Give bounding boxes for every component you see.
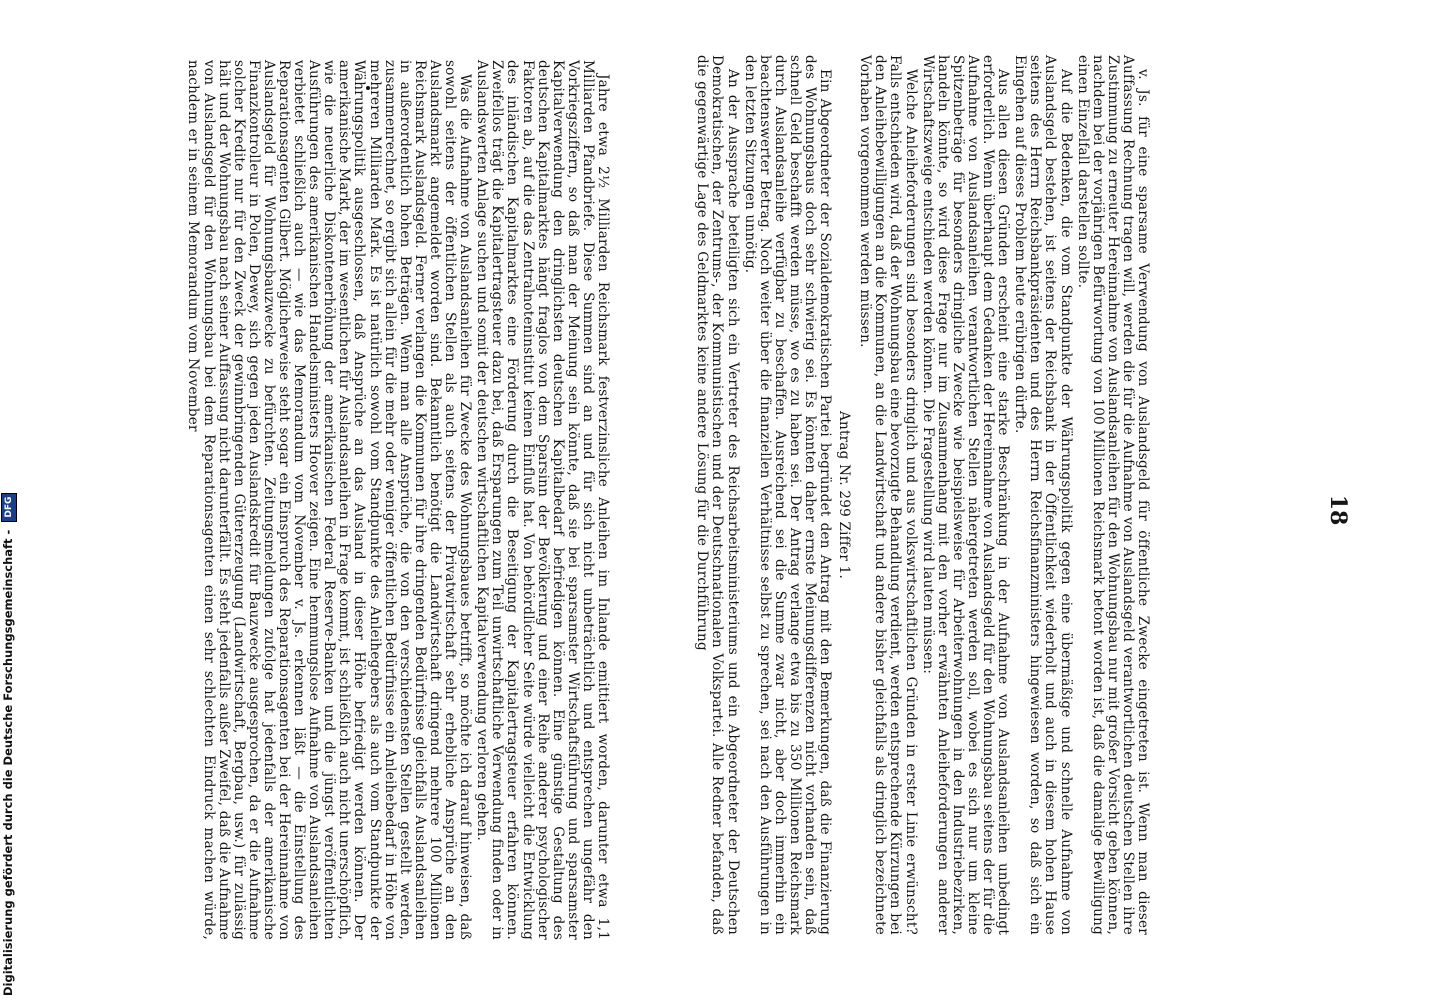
paragraph: An der Aussprache beteiligten sich ein Vertreter des Reichsarbeitsministeriums und ein Abgeordneter der Deutschen Demokratischen, der Zentrums-, der Kommunistischen und der Deutschnationalen Volkspartei. Alle Redner befanden, daß die gegenwärtige Lage des Geldmarktes keine andere Lösung für die Durchführung [694,55,741,935]
paragraph: Jahre etwa 2½ Milliarden Reichsmark festverzinsliche Anleihen im Inlande emittiert worden, darunter etwa 1,1 Milliarden Pfandbriefe. Diese Summen sind an und für sich nicht unbeträchtlich und entsprechen ungefähr den Vorkriegsziffern, so daß man der Meinung sein könnte, daß sie bei sparsamster Wirtschaftsführung und sparsamster Kapitalverwendung den dringlichsten deutschen Kapitalbedarf befriedigen können. Eine günstige Gestaltung des deutschen Kapitalmarktes hängt fraglos von dem Sparsinn der Bevölkerung und einer Reihe anderer psychologischer Faktoren ab, auf die das Zentralnoteninstitut keinen Einfluß hat. Von behördlicher Seite würde vielleicht die Entwicklung des inländischen Kapitalmarktes eine Förderung durch die Beseitigung der Kapitalertragsteuer erfahren können. Zweifellos trägt die Kapitalertragsteuer dazu bei, daß Ersparungen zum Teil unwirtschaftliche Verwendung finden oder in Auslandswerten Anlage suchen und somit der deutschen wirtschaftlichen Kapitalverwendung verloren gehen. [474,60,611,940]
paragraph: Was die Aufnahme von Auslandsanleihen für Zwecke des Wohnungsbaues betrifft, so möchte ich darauf hinweisen, daß sowohl seitens der öffentlichen Stellen als auch seitens der Privatwirtschaft sehr erhebliche Ansprüche an den Auslandsmarkt angemeldet worden sind. Bekanntlich benötigt die Landwirtschaft dringend mehrere 100 Millionen Reichsmark Auslandsgeld. Ferner verlangen die Kommunen für ihre dringenden Bedürfnisse gleichfalls Auslandsanleihen in außerordentlich hohen Beträgen. Wenn man alle Ansprüche, die von den verschiedensten Stellen gestellt werden, zusammenrechnet, so ergibt sich allein für die mehr oder weniger öffentlichen Bedürfnisse ein Anleihebedarf in Höhe von mehreren Milliarden Mark. Es ist natürlich sowohl vom Standpunkte des Anleihegebers als auch vom Standpunkte der Währungspolitik ausgeschlossen, daß Ansprüche an das Ausland in dieser Höhe befriedigt werden können. Der amerikanische Markt, der im wesentlichen für Auslandsanleihen in Frage kommt, ist schließlich auch nicht unerschöpflich, wie die neuerliche Diskontenerhöhung der amerikanischen Federal Reserve-Banken und die jüngst veröffentlichten Ausführungen des amerikanischen Handelsministers Hoover zeigen. Eine hemmungslose Aufnahme von Auslandsanleihen verbietet schließlich auch — wie das Memorandum vom November v. Js. erkennen läßt — die Einstellung des Reparationsagenten Gilbert. Möglicherweise steht sogar ein Einspruch des Reparationsagenten bei der Hereinnahme von Auslandsgeld für Wohnungsbauzwecke zu befürchten. Zeitungsmeldungen zufolge hat jedenfalls der amerikanische Finanzkontrolleur in Polen, Dewey, sich gegen jeden Auslandskredit für Bauzwecke ausgesprochen, da er die Aufnahme solcher Kredite nur für den Zweck der gewinnbringenden Gütererzeugung (Landwirtschaft, Bergbau, usw.) für zulässig hält und der Wohnungsbau nach seiner Auffassung nicht darunterfällt. Es steht jedenfalls außer Zweifel, daß die Aufnahme von Auslandsgeld für den Wohnungsbau bei dem Reparationsagenten einen sehr schlechten Eindruck machen würde, nachdem er in seinem Memorandum vom November [185,60,474,940]
paragraph: Welche Anleiheforderungen sind besonders dringlich und aus volkswirtschaftlichen Gründen in erster Linie erwünscht? Falls entschieden wird, daß der Wohnungsbau eine bevorzugte Behandlung verdient, werden entsprechende Kürzungen bei den Anleihebewilligungen an die Kommunen, an die Landwirtschaft und andere bisher gleichfalls als dringlich bezeichnete Vorhaben vorgenommen werden müssen. [857,55,919,935]
paragraph: Auf die Bedenken, die vom Standpunkte der Währungspolitik gegen eine übermäßige und schnelle Aufnahme von Auslandsgeld bestehen, ist seitens der Reichsbank in der Öffentlichkeit wiederholt und auch in diesem hohen Hause seitens des Herrn Reichsbankpräsidenten und des Herrn Reichsfinanzministers hingewiesen worden, so daß sich ein Eingehen auf dieses Problem heute erübrigen dürfte. [1012,55,1074,935]
left-text-column [185,60,611,940]
section-heading: Antrag Nr. 299 Ziffer 1. [836,411,853,579]
paragraph: Ein Abgeordneter der Sozialdemokratischen Partei begründet den Antrag mit den Bemerkungen, daß die Finanzierung des Wohnungsbaus doch sehr schwierig sei. Es könnten daher ernste Meinungsdifferenzen nicht vorhanden sein, daß schnell Geld beschafft werden müsse, wo es zu haben sei. Der Antrag verlange etwa bis zu 350 Millionen Reichsmark durch Auslandsanleihe verfügbar zu beschaffen. Ausreichend sei die Summe zwar nicht, aber doch immerhin ein beachtenswerter Betrag. Noch weiter über die finanziellen Verhältnisse selbst zu sprechen, sei nach den Ausführungen in den letzten Sitzungen unnötig. [741,55,834,935]
dfg-logo: DFG [1,493,17,522]
page-number: 18 [1325,494,1351,526]
right-text-column [694,55,1151,935]
paragraph: v. Js. für eine sparsame Verwendung von Auslandsgeld für öffentliche Zwecke eingetreten ist. Wenn man dieser Auffassung Rechnung tragen will, werden die für die Aufnahme von Auslandsgeld verantwortlichen deutschen Stellen ihre Zustimmung zu erneuter Hereinnahme von Auslandsanleihen für den Wohnungsbau nur mit großer Vorsicht geben können, nachdem bei der vorjährigen Befürwortung von 100 Millionen Reichsmark betont worden ist, daß die damalige Bewilligung einen Einzelfall darstellen sollte. [1074,55,1151,935]
paragraph: Aus allen diesen Gründen erscheint eine starke Beschränkung in der Aufnahme von Auslandsanleihen unbedingt erforderlich. Wenn überhaupt dem Gedanken der Hereinnahme von Auslandsgeld für den Wohnungsbau seitens der für die Aufnahme von Auslandsanleihen verantwortlichen Stellen nähergetreten werden soll, wobei es sich nur um kleine Spitzenbeträge für besonders dringliche Zwecke wie beispielsweise für Arbeiterwohnungen in den Industriebezirken, handeln könnte, so wird diese Frage nur im Zusammenhang mit den vorher erwähnten Anleiheforderungen anderer Wirtschaftszweige entschieden werden können. Die Fragestellung wird lauten müssen: [919,55,1012,935]
digitization-credit [0,0,18,996]
credit-text: Digitalisierung gefördert durch die Deutsche Forschungsgemeinschaft - [1,529,15,996]
